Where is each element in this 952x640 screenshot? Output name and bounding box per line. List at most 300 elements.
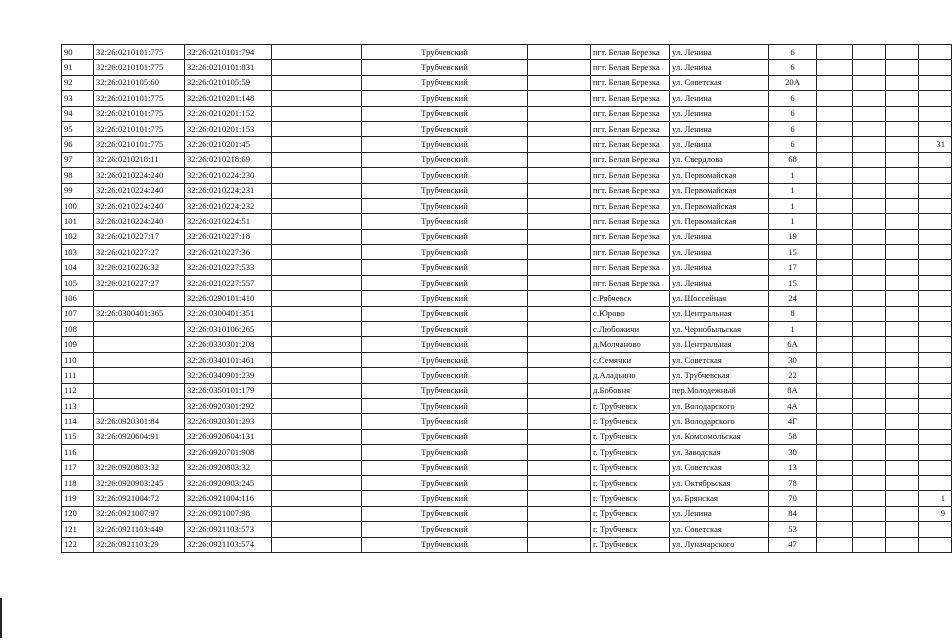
street: ул. Центральная xyxy=(670,306,769,321)
cadastral-number: 32:26:0210101:794 xyxy=(185,45,272,60)
extra-number xyxy=(919,337,952,352)
extra-number xyxy=(919,537,952,552)
district: Трубчевский xyxy=(362,506,528,521)
row-number: 105 xyxy=(62,275,94,290)
house-number: 4А xyxy=(769,398,817,413)
blank-col xyxy=(272,214,362,229)
table-row xyxy=(62,506,952,521)
street: ул. Ленина xyxy=(670,245,769,260)
table-row xyxy=(62,214,952,229)
table-row xyxy=(62,306,952,321)
parent-cadastral-number xyxy=(94,352,185,367)
cadastral-number: 32:26:0210227:557 xyxy=(185,275,272,290)
blank-col xyxy=(817,198,853,213)
street: ул. Володарского xyxy=(670,398,769,413)
extra-number xyxy=(919,429,952,444)
table-row xyxy=(62,168,952,183)
blank-col xyxy=(817,137,853,152)
district: Трубчевский xyxy=(362,229,528,244)
blank-col xyxy=(853,245,886,260)
blank-col xyxy=(817,398,853,413)
table-row xyxy=(62,460,952,475)
blank-col xyxy=(272,383,362,398)
blank-col xyxy=(853,121,886,136)
blank-col xyxy=(886,352,919,367)
blank-col xyxy=(528,75,591,90)
parent-cadastral-number: 32:26:0210101:775 xyxy=(94,45,185,60)
cadastral-number: 32:26:0340901:239 xyxy=(185,368,272,383)
blank-col xyxy=(528,183,591,198)
blank-col xyxy=(817,275,853,290)
parent-cadastral-number xyxy=(94,368,185,383)
blank-col xyxy=(817,45,853,60)
street: ул. Центральная xyxy=(670,337,769,352)
blank-col xyxy=(272,429,362,444)
blank-col xyxy=(886,106,919,121)
house-number: 1 xyxy=(769,214,817,229)
district: Трубчевский xyxy=(362,383,528,398)
house-number: 6А xyxy=(769,337,817,352)
blank-col xyxy=(272,352,362,367)
district: Трубчевский xyxy=(362,352,528,367)
house-number: 6 xyxy=(769,137,817,152)
table-row xyxy=(62,106,952,121)
blank-col xyxy=(853,506,886,521)
parent-cadastral-number: 32:26:0210101:775 xyxy=(94,121,185,136)
street: ул. Ленина xyxy=(670,106,769,121)
district: Трубчевский xyxy=(362,537,528,552)
row-number: 119 xyxy=(62,491,94,506)
district: Трубчевский xyxy=(362,275,528,290)
blank-col xyxy=(528,91,591,106)
street: ул. Советская xyxy=(670,522,769,537)
blank-col xyxy=(272,229,362,244)
blank-col xyxy=(817,75,853,90)
blank-col xyxy=(886,398,919,413)
parent-cadastral-number: 32:26:0210226:32 xyxy=(94,260,185,275)
extra-number xyxy=(919,183,952,198)
house-number: 8 xyxy=(769,306,817,321)
locality: пгт. Белая Березка xyxy=(591,137,670,152)
locality: пгт. Белая Березка xyxy=(591,260,670,275)
street: ул. Ленина xyxy=(670,121,769,136)
row-number: 107 xyxy=(62,306,94,321)
blank-col xyxy=(817,168,853,183)
blank-col xyxy=(886,137,919,152)
blank-col xyxy=(886,322,919,337)
locality: пгт. Белая Березка xyxy=(591,121,670,136)
street: пер.Молодежный xyxy=(670,383,769,398)
blank-col xyxy=(886,383,919,398)
cadastral-number: 32:26:0210105:59 xyxy=(185,75,272,90)
parent-cadastral-number: 32:26:0210101:775 xyxy=(94,106,185,121)
district: Трубчевский xyxy=(362,429,528,444)
extra-number xyxy=(919,260,952,275)
district: Трубчевский xyxy=(362,491,528,506)
extra-number xyxy=(919,121,952,136)
house-number: 6 xyxy=(769,60,817,75)
blank-col xyxy=(853,368,886,383)
cadastral-number: 32:26:0300401:351 xyxy=(185,306,272,321)
parent-cadastral-number: 32:26:0210101:775 xyxy=(94,91,185,106)
house-number: 17 xyxy=(769,260,817,275)
extra-number xyxy=(919,198,952,213)
cadastral-number: 32:26:0920301:293 xyxy=(185,414,272,429)
table-row xyxy=(62,475,952,490)
locality: пгт. Белая Березка xyxy=(591,168,670,183)
blank-col xyxy=(272,322,362,337)
locality: г. Трубчевск xyxy=(591,414,670,429)
district: Трубчевский xyxy=(362,137,528,152)
parent-cadastral-number: 32:26:0210227:27 xyxy=(94,245,185,260)
blank-col xyxy=(272,91,362,106)
blank-col xyxy=(817,214,853,229)
locality: г. Трубчевск xyxy=(591,429,670,444)
blank-col xyxy=(528,168,591,183)
blank-col xyxy=(853,275,886,290)
blank-col xyxy=(817,60,853,75)
blank-col xyxy=(853,198,886,213)
house-number: 20А xyxy=(769,75,817,90)
blank-col xyxy=(528,245,591,260)
house-number: 30 xyxy=(769,445,817,460)
blank-col xyxy=(272,306,362,321)
extra-number xyxy=(919,398,952,413)
blank-col xyxy=(528,60,591,75)
extra-number xyxy=(919,275,952,290)
blank-col xyxy=(886,198,919,213)
blank-col xyxy=(817,506,853,521)
blank-col xyxy=(272,121,362,136)
locality: пгт. Белая Березка xyxy=(591,183,670,198)
row-number: 90 xyxy=(62,45,94,60)
street: ул. Ленина xyxy=(670,91,769,106)
table-row xyxy=(62,198,952,213)
blank-col xyxy=(886,429,919,444)
blank-col xyxy=(817,337,853,352)
table-body xyxy=(62,45,952,553)
row-number: 93 xyxy=(62,91,94,106)
row-number: 108 xyxy=(62,322,94,337)
extra-number xyxy=(919,245,952,260)
blank-col xyxy=(272,168,362,183)
cadastral-number: 32:26:0210224:231 xyxy=(185,183,272,198)
locality: д.Бобовня xyxy=(591,383,670,398)
house-number: 22 xyxy=(769,368,817,383)
street: ул. Советская xyxy=(670,75,769,90)
cadastral-number: 32:26:0210227:533 xyxy=(185,260,272,275)
blank-col xyxy=(528,460,591,475)
blank-col xyxy=(528,291,591,306)
cadastral-number: 32:26:0340101:461 xyxy=(185,352,272,367)
locality: г. Трубчевск xyxy=(591,491,670,506)
table-row xyxy=(62,429,952,444)
blank-col xyxy=(528,275,591,290)
house-number: 6 xyxy=(769,91,817,106)
blank-col xyxy=(853,106,886,121)
extra-number xyxy=(919,414,952,429)
cadastral-number: 32:26:0920803:32 xyxy=(185,460,272,475)
street: ул. Советская xyxy=(670,352,769,367)
blank-col xyxy=(853,352,886,367)
blank-col xyxy=(272,275,362,290)
blank-col xyxy=(817,475,853,490)
parent-cadastral-number: 32:26:0920301:84 xyxy=(94,414,185,429)
blank-col xyxy=(528,260,591,275)
extra-number xyxy=(919,475,952,490)
blank-col xyxy=(272,460,362,475)
parent-cadastral-number: 32:26:0210224:240 xyxy=(94,183,185,198)
blank-col xyxy=(272,491,362,506)
parent-cadastral-number: 32:26:0920803:32 xyxy=(94,460,185,475)
blank-col xyxy=(817,491,853,506)
house-number: 68 xyxy=(769,152,817,167)
house-number: 78 xyxy=(769,475,817,490)
blank-col xyxy=(886,183,919,198)
blank-col xyxy=(886,45,919,60)
table-row xyxy=(62,183,952,198)
locality: пгт. Белая Березка xyxy=(591,60,670,75)
blank-col xyxy=(817,306,853,321)
table-row xyxy=(62,91,952,106)
district: Трубчевский xyxy=(362,183,528,198)
district: Трубчевский xyxy=(362,45,528,60)
blank-col xyxy=(853,137,886,152)
street: ул. Советская xyxy=(670,460,769,475)
table-row xyxy=(62,121,952,136)
blank-col xyxy=(272,475,362,490)
row-number: 109 xyxy=(62,337,94,352)
district: Трубчевский xyxy=(362,214,528,229)
house-number: 6 xyxy=(769,45,817,60)
district: Трубчевский xyxy=(362,106,528,121)
blank-col xyxy=(886,91,919,106)
parent-cadastral-number: 32:26:0210218:11 xyxy=(94,152,185,167)
table-row xyxy=(62,137,952,152)
table-row xyxy=(62,60,952,75)
parent-cadastral-number xyxy=(94,398,185,413)
extra-number: 1 xyxy=(919,491,952,506)
parent-cadastral-number: 32:26:0920903:245 xyxy=(94,475,185,490)
extra-number xyxy=(919,229,952,244)
house-number: 53 xyxy=(769,522,817,537)
blank-col xyxy=(528,352,591,367)
locality: пгт. Белая Березка xyxy=(591,198,670,213)
locality: г. Трубчевск xyxy=(591,522,670,537)
blank-col xyxy=(886,337,919,352)
district: Трубчевский xyxy=(362,198,528,213)
blank-col xyxy=(886,445,919,460)
blank-col xyxy=(886,306,919,321)
house-number: 58 xyxy=(769,429,817,444)
parent-cadastral-number: 32:26:0210224:240 xyxy=(94,198,185,213)
cadastral-number: 32:26:0920701:908 xyxy=(185,445,272,460)
locality: г. Трубчевск xyxy=(591,398,670,413)
row-number: 112 xyxy=(62,383,94,398)
row-number: 95 xyxy=(62,121,94,136)
table-row xyxy=(62,383,952,398)
blank-col xyxy=(528,106,591,121)
blank-col xyxy=(886,168,919,183)
extra-number xyxy=(919,291,952,306)
blank-col xyxy=(853,214,886,229)
extra-number xyxy=(919,352,952,367)
row-number: 117 xyxy=(62,460,94,475)
table-row xyxy=(62,522,952,537)
blank-col xyxy=(528,506,591,521)
street: ул. Ленина xyxy=(670,275,769,290)
blank-col xyxy=(886,229,919,244)
cadastral-number: 32:26:0330301:208 xyxy=(185,337,272,352)
extra-number xyxy=(919,91,952,106)
house-number: 15 xyxy=(769,275,817,290)
blank-col xyxy=(528,398,591,413)
locality: пгт. Белая Березка xyxy=(591,106,670,121)
cadastral-number: 32:26:0920301:292 xyxy=(185,398,272,413)
district: Трубчевский xyxy=(362,245,528,260)
cadastral-number: 32:26:0210227:36 xyxy=(185,245,272,260)
blank-col xyxy=(272,260,362,275)
locality: пгт. Белая Березка xyxy=(591,91,670,106)
cadastral-number: 32:26:0210201:153 xyxy=(185,121,272,136)
locality: пгт. Белая Березка xyxy=(591,245,670,260)
parent-cadastral-number: 32:26:0210105:60 xyxy=(94,75,185,90)
street: ул. Октябрьская xyxy=(670,475,769,490)
blank-col xyxy=(272,75,362,90)
locality: д.Молчаново xyxy=(591,337,670,352)
parent-cadastral-number: 32:26:0210227:27 xyxy=(94,275,185,290)
blank-col xyxy=(528,429,591,444)
street: ул. Чернобыльская xyxy=(670,322,769,337)
blank-col xyxy=(886,522,919,537)
blank-col xyxy=(817,183,853,198)
cadastral-number: 32:26:0210224:230 xyxy=(185,168,272,183)
district: Трубчевский xyxy=(362,414,528,429)
street: ул. Ленина xyxy=(670,506,769,521)
locality: пгт. Белая Березка xyxy=(591,214,670,229)
blank-col xyxy=(853,229,886,244)
blank-col xyxy=(528,45,591,60)
district: Трубчевский xyxy=(362,522,528,537)
street: ул. Трубчевская xyxy=(670,368,769,383)
row-number: 121 xyxy=(62,522,94,537)
blank-col xyxy=(886,460,919,475)
blank-col xyxy=(817,368,853,383)
blank-col xyxy=(272,368,362,383)
house-number: 19 xyxy=(769,229,817,244)
table-row xyxy=(62,245,952,260)
row-number: 104 xyxy=(62,260,94,275)
blank-col xyxy=(853,306,886,321)
blank-col xyxy=(853,445,886,460)
blank-col xyxy=(528,337,591,352)
locality: пгт. Белая Березка xyxy=(591,152,670,167)
blank-col xyxy=(528,322,591,337)
blank-col xyxy=(528,306,591,321)
blank-col xyxy=(886,121,919,136)
property-table xyxy=(61,44,952,553)
cadastral-number: 32:26:0350101:179 xyxy=(185,383,272,398)
blank-col xyxy=(528,414,591,429)
blank-col xyxy=(853,398,886,413)
table-row xyxy=(62,414,952,429)
blank-col xyxy=(272,337,362,352)
district: Трубчевский xyxy=(362,75,528,90)
cadastral-number: 32:26:0921103:574 xyxy=(185,537,272,552)
blank-col xyxy=(817,522,853,537)
row-number: 122 xyxy=(62,537,94,552)
street: ул. Брянская xyxy=(670,491,769,506)
locality: пгт. Белая Березка xyxy=(591,275,670,290)
blank-col xyxy=(853,91,886,106)
blank-col xyxy=(272,445,362,460)
house-number: 4Г xyxy=(769,414,817,429)
locality: г. Трубчевск xyxy=(591,460,670,475)
house-number: 6 xyxy=(769,106,817,121)
blank-col xyxy=(528,137,591,152)
district: Трубчевский xyxy=(362,60,528,75)
parent-cadastral-number: 32:26:0210101:775 xyxy=(94,137,185,152)
parent-cadastral-number xyxy=(94,337,185,352)
house-number: 8А xyxy=(769,383,817,398)
blank-col xyxy=(853,414,886,429)
table-row xyxy=(62,398,952,413)
blank-col xyxy=(853,183,886,198)
street: ул. Первомайская xyxy=(670,183,769,198)
blank-col xyxy=(272,106,362,121)
locality: пгт. Белая Березка xyxy=(591,45,670,60)
blank-col xyxy=(853,337,886,352)
parent-cadastral-number xyxy=(94,322,185,337)
cadastral-number: 32:26:0210201:148 xyxy=(185,91,272,106)
row-number: 113 xyxy=(62,398,94,413)
blank-col xyxy=(817,383,853,398)
street: ул. Ленина xyxy=(670,137,769,152)
table-row xyxy=(62,152,952,167)
blank-col xyxy=(886,491,919,506)
house-number: 13 xyxy=(769,460,817,475)
parent-cadastral-number: 32:26:0210224:240 xyxy=(94,168,185,183)
extra-number xyxy=(919,168,952,183)
locality: г. Трубчевск xyxy=(591,445,670,460)
table-row xyxy=(62,45,952,60)
cadastral-number: 32:26:0920604:131 xyxy=(185,429,272,444)
blank-col xyxy=(272,198,362,213)
extra-number xyxy=(919,152,952,167)
extra-number xyxy=(919,368,952,383)
row-number: 106 xyxy=(62,291,94,306)
cadastral-number: 32:26:0210201:45 xyxy=(185,137,272,152)
blank-col xyxy=(528,537,591,552)
blank-col xyxy=(817,245,853,260)
street: ул. Ленина xyxy=(670,260,769,275)
blank-col xyxy=(272,414,362,429)
blank-col xyxy=(817,322,853,337)
house-number: 70 xyxy=(769,491,817,506)
street: ул. Первомайская xyxy=(670,168,769,183)
extra-number xyxy=(919,214,952,229)
blank-col xyxy=(886,60,919,75)
district: Трубчевский xyxy=(362,291,528,306)
cadastral-number: 32:26:0921103:573 xyxy=(185,522,272,537)
parent-cadastral-number xyxy=(94,291,185,306)
district: Трубчевский xyxy=(362,121,528,136)
blank-col xyxy=(272,137,362,152)
extra-number xyxy=(919,460,952,475)
row-number: 103 xyxy=(62,245,94,260)
district: Трубчевский xyxy=(362,322,528,337)
blank-col xyxy=(272,291,362,306)
